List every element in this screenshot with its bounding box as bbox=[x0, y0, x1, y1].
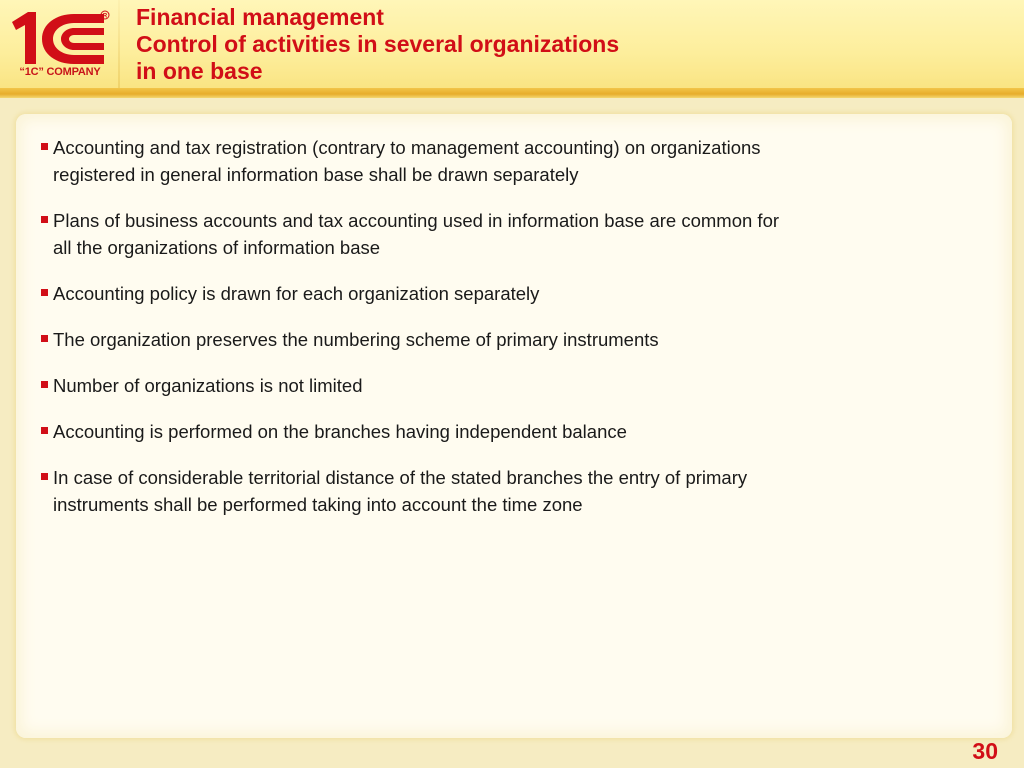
header-divider bbox=[118, 0, 120, 88]
list-item bbox=[40, 280, 780, 307]
title-line-3: in one base bbox=[136, 58, 263, 84]
list-item-text: Plans of business accounts and tax accounting used in information base are common for all the organizations of information base bbox=[53, 210, 780, 258]
page-number: 30 bbox=[972, 738, 998, 764]
square-bullet-icon bbox=[41, 381, 48, 388]
logo-1c-icon bbox=[6, 8, 112, 68]
list-item-text: Number of organizations is not limited bbox=[53, 375, 363, 396]
square-bullet-icon bbox=[41, 289, 48, 296]
square-bullet-icon bbox=[41, 427, 48, 434]
list-item bbox=[40, 464, 780, 518]
list-item-text: The organization preserves the numbering scheme of primary instruments bbox=[53, 329, 659, 350]
bullet-list bbox=[40, 134, 780, 537]
list-item bbox=[40, 418, 780, 445]
list-item bbox=[40, 134, 780, 188]
square-bullet-icon bbox=[41, 335, 48, 342]
square-bullet-icon bbox=[41, 143, 48, 150]
logo-caption: “1C” COMPANY bbox=[19, 66, 101, 78]
square-bullet-icon bbox=[41, 216, 48, 223]
square-bullet-icon bbox=[41, 473, 48, 480]
list-item-text: In case of considerable territorial distance of the stated branches the entry of primary instruments shall be performed taking into account the time zone bbox=[53, 467, 748, 515]
list-item-text: Accounting policy is drawn for each organization separately bbox=[53, 283, 540, 304]
list-item-text: Accounting and tax registration (contrary to management accounting) on organizations registered in general information base shall be drawn separately bbox=[53, 137, 761, 185]
list-item bbox=[40, 372, 780, 399]
title-line-1: Financial management bbox=[136, 4, 384, 30]
title-line-2: Control of activities in several organizations bbox=[136, 31, 620, 57]
header-stripe bbox=[0, 88, 1024, 98]
list-item bbox=[40, 326, 780, 353]
list-item bbox=[40, 207, 780, 261]
page-title bbox=[136, 4, 836, 85]
list-item-text: Accounting is performed on the branches having independent balance bbox=[53, 421, 627, 442]
svg-text:R: R bbox=[102, 13, 108, 20]
